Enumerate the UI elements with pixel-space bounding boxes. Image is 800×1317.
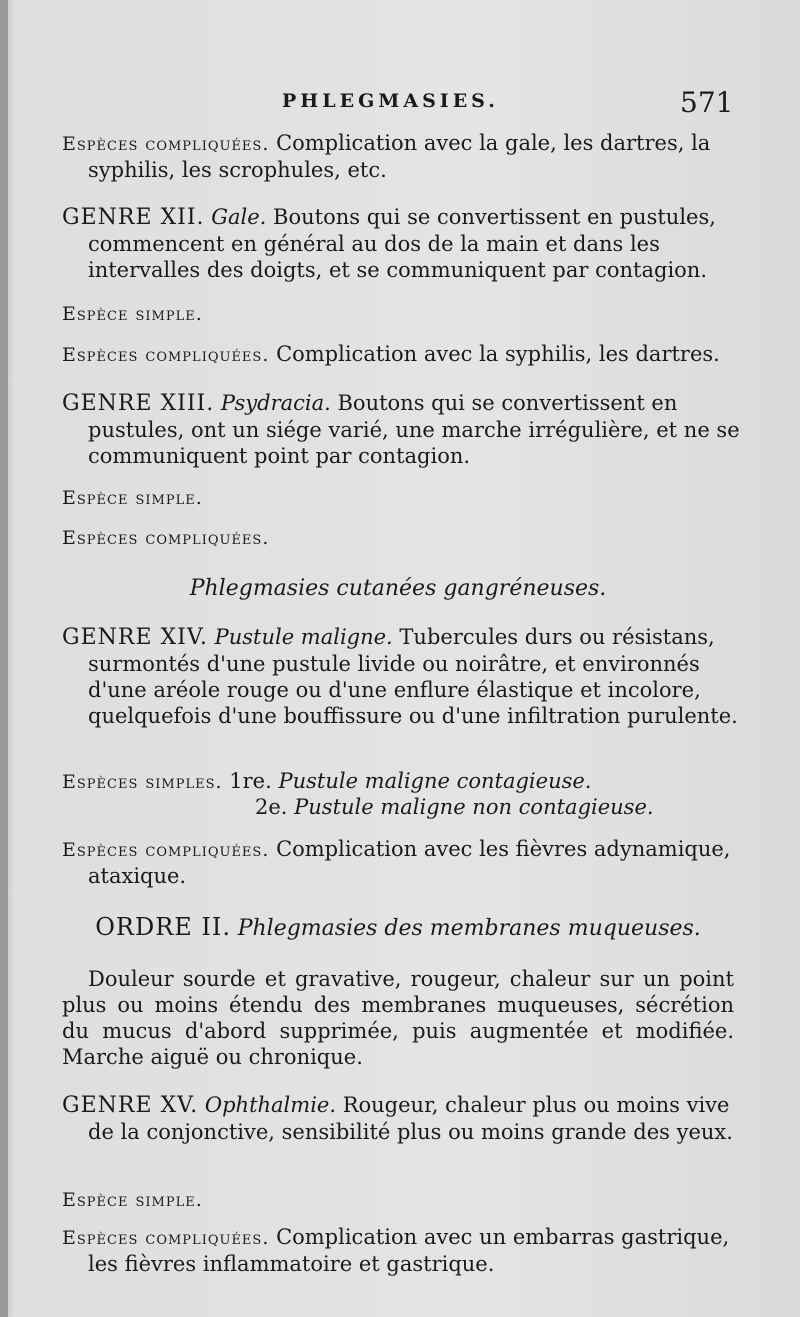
genre-xv-simple-species	[62, 1186, 734, 1213]
simple-species-label: Espèce simple.	[62, 487, 203, 509]
complex-species-text: Complication avec la gale, les dartres, la syphilis, les scrophules, etc.	[88, 131, 711, 182]
complex-species-label: Espèces compliquées.	[62, 1227, 270, 1249]
species-name: Pustule maligne non contagieuse.	[294, 795, 654, 819]
page-number: 571	[680, 86, 734, 119]
ordre-ii-heading	[62, 914, 734, 942]
section-title: Phlegmasies cutanées gangréneuses.	[189, 576, 607, 601]
genre-xii-definition	[62, 204, 760, 283]
complex-species-label: Espèces compliquées.	[62, 527, 270, 549]
complex-species-text: Complication avec les fièvres adynamique, ataxique.	[88, 837, 731, 888]
genre-name: Pustule maligne.	[214, 625, 393, 649]
genre-xiii-definition	[62, 390, 760, 469]
genre-label: GENRE XII.	[62, 205, 205, 230]
genre-xiv-definition	[62, 624, 760, 729]
complex-species-text: Complication avec un embarras gastrique, les fièvres inflammatoire et gastrique.	[88, 1225, 730, 1276]
genre-label: GENRE XIV.	[62, 625, 208, 650]
genre-name: Psydracia.	[220, 391, 331, 415]
genre-xv-complex-species	[62, 1224, 760, 1277]
ordre-title: Phlegmasies des membranes muqueuses.	[237, 916, 701, 941]
complex-species-label: Espèces compliquées.	[62, 839, 270, 861]
complex-species-text: Complication avec la syphilis, les dartres.	[276, 342, 720, 366]
genre-xiii-complex-species	[62, 524, 734, 551]
complex-species-label: Espèces compliquées.	[62, 133, 270, 155]
genre-xiv-simple-species-1	[62, 768, 591, 795]
page-header	[0, 86, 800, 122]
genre-xv-definition	[62, 1092, 760, 1145]
complex-species-label: Espèces compliquées.	[62, 344, 270, 366]
ordre-label: ORDRE II.	[95, 913, 231, 941]
genre-xiii-simple-species	[62, 484, 734, 511]
genre-xiv-complex-species	[62, 836, 760, 889]
simple-species-label: Espèce simple.	[62, 1189, 203, 1211]
genre-xii-complex-species	[62, 341, 760, 368]
simple-species-label: Espèce simple.	[62, 303, 203, 325]
genre-name: Gale.	[211, 205, 267, 229]
species-number: 2e.	[255, 795, 288, 819]
genre-description: Boutons qui se convertissent en pustules, ont un siége varié, une marche irrégulière, et ne se communiquent point par contagion.	[88, 391, 740, 468]
ordre-ii-description: Douleur sourde et gravative, rougeur, chaleur sur un point plus ou moins étendu des membranes muqueuses, sécrétion du mucus d'abord supprimée, puis augmentée et modifiée. Marche aiguë ou chronique.	[62, 967, 734, 1069]
running-title: PHLEGMASIES.	[282, 90, 499, 112]
genre-description: Tubercules durs ou résistans, surmontés d'une pustule livide ou noirâtre, et environnés d'une aréole rouge ou d'une enflure élastique et incolore, quelquefois d'une bouffissure ou d'une infiltration purulente.	[88, 625, 738, 728]
genre-name: Ophthalmie.	[204, 1093, 337, 1117]
species-name: Pustule maligne contagieuse.	[278, 769, 592, 793]
genre-xii-simple-species	[62, 300, 734, 327]
genre-description: Rougeur, chaleur plus ou moins vive de la conjonctive, sensibilité plus ou moins grande des yeux.	[88, 1093, 733, 1144]
genre-xi-complex-species	[62, 130, 760, 183]
page-spine-shadow	[0, 0, 8, 1317]
genre-label: GENRE XIII.	[62, 391, 215, 416]
species-number: 1re.	[229, 769, 272, 793]
genre-label: GENRE XV.	[62, 1093, 199, 1118]
genre-description: Boutons qui se convertissent en pustules, commencent en général au dos de la main et dans les intervalles des doigts, et se communiquent par contagion.	[88, 205, 716, 282]
simple-species-label: Espèces simples.	[62, 771, 223, 793]
genre-xiv-simple-species-2	[255, 794, 654, 820]
